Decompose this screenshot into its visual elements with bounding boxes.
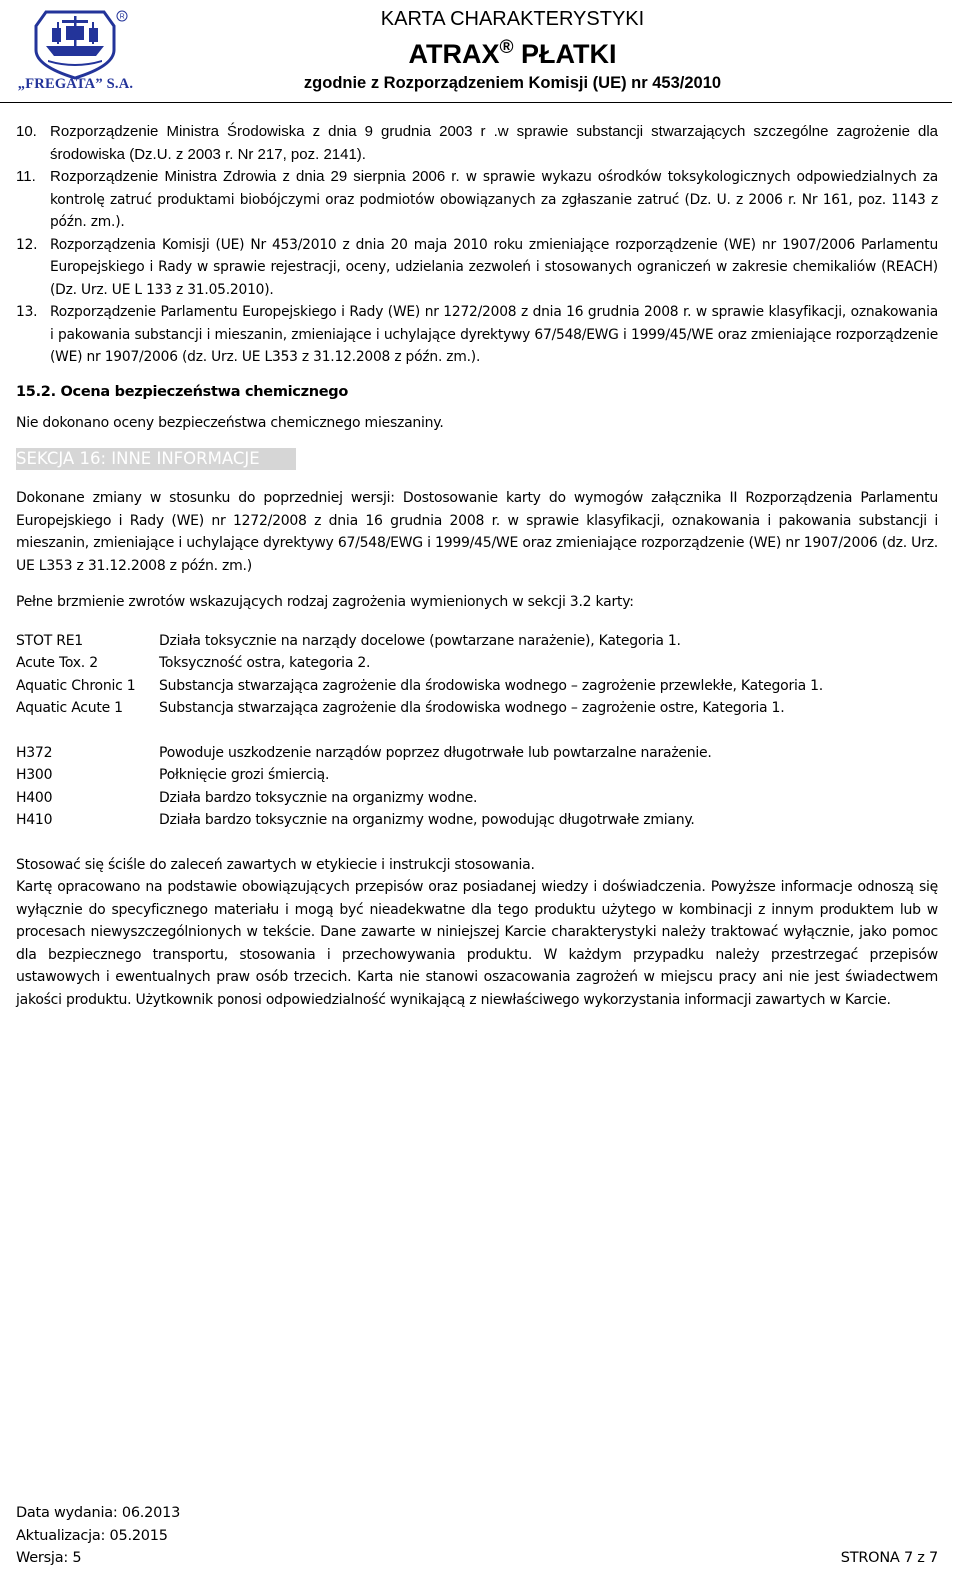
regulation-item: 11. Rozporządzenie Ministra Zdrowia z dnia 29 sierpnia 2006 r. w sprawie wykazu ośrodków toksykologicznych odpowiedzialnych za kontrolę zatruć produktami biobójczymi oraz podmiotów obowiązanych za zgłaszanie zatruć (Dz. U. z 2006 r. Nr 161, poz. 1143 z późn. zm.). [16, 168, 939, 230]
subsection-heading: 15.2. Ocena bezpieczeństwa chemicznego [16, 383, 349, 400]
changes-paragraph: Dokonane zmiany w stosunku do poprzedniej wersji: Dostosowanie karty do wymogów załącznika II Rozporządzenia Parlamentu Europejskiego i Rady (WE) nr 1272/2008 z dnia 16 grudnia 2008 r. w sprawie klasyfikacji, oznakowania i pakowania substancji i mieszanin, zmieniające i uchylające dyrektywy 67/548/EWG i 1999/45/WE oraz zmieniające rozporządzenie (WE) nr 1907/2006 (dz. Urz. UE L353 z 31.12.2008 z późn. zm.) [16, 490, 938, 574]
regulation-item: 12. Rozporządzenia Komisji (UE) Nr 453/2010 z dnia 20 maja 2010 roku zmieniające rozporządzenie (WE) nr 1907/2006 Parlamentu Europejskiego i Rady w sprawie rejestracji, oceny, udzielania zezwoleń i stosowanych ograniczeń w zakresie chemikaliów (REACH) (Dz. Urz. UE L 133 z 31.05.2010). [16, 236, 938, 298]
regulation-subtitle: zgodnie z Rozporządzeniem Komisji (UE) nr 453/2010 [303, 74, 722, 92]
h-statements-table [16, 742, 712, 832]
update-date: Aktualizacja: 05.2015 [16, 1527, 168, 1544]
page-header [0, 0, 960, 104]
page-content [16, 121, 938, 1011]
disclaimer-paragraph: Kartę opracowano na podstawie obowiązujących przepisów oraz posiadanej wiedzy i doświadczenia. Powyższe informacje odnoszą się wyłącznie do specyficznego materiału i mogą być nieadekwatne dla tego produktu użytego w kombinacji z innym produktem lub w procesach niewyszczególnionych w tekście. Dane zawarte w niniejszej Karcie charakterystyki należy traktować wyłącznie, jako pomoc dla bezpiecznego transportu, stosowania i przechowywania produktu. W każdym przypadku należy przestrzegać przepisów ustawowych i ewentualnych praw osób trzecich. Karta nie stanowi oszacowania zagrożeń w miejscu pracy ani nie jest świadectwem jakości produktu. Użytkownik ponosi odpowiedzialność wynikającą z niewłaściwego wykorzystania informacji zawartych w Karcie. [16, 879, 938, 1008]
table-row: Acute Tox. 2 Toksyczność ostra, kategoria 2. [16, 655, 371, 671]
version-label: Wersja: 5 [16, 1550, 82, 1566]
regulation-item: 13. Rozporządzenie Parlamentu Europejskiego i Rady (WE) nr 1272/2008 z dnia 16 grudnia 2008 r. w sprawie klasyfikacji, oznakowania i pakowania substancji i mieszanin, zmieniające i uchylające dyrektywy 67/548/EWG i 1999/45/WE oraz zmieniające rozporządzenie (WE) nr 1907/2006 (dz. Urz. UE L353 z 31.12.2008 z późn. zm.). [16, 304, 938, 365]
document-type: KARTA CHARAKTERYSTYKI [380, 8, 645, 30]
table-row: H372 Powoduje uszkodzenie narządów poprzez długotrwałe lub powtarzalne narażenie. [16, 744, 712, 761]
company-name: „FREGATA” S.A. [17, 76, 134, 92]
header-divider [0, 102, 952, 103]
registered-mark: ® [499, 37, 514, 58]
section-title-bar: SEKCJA 16: INNE INFORMACJE [16, 448, 296, 470]
regulation-text: Rozporządzenie Ministra Środowiska z dnia 9 grudnia 2003 r .w sprawie substancji stwarzających szczególne zagrożenie dla środowiska (Dz.U. z 2003 r. Nr 217, poz. 2141). [50, 123, 938, 163]
regulation-text-continued: w sprawie wykazu ośrodków toksykologicznych odpowiedzialnych za kontrolę zatruć produktami biobójczymi oraz podmiotów obowiązanych za zgłaszanie zatruć (Dz. U. z 2006 r. Nr 161, poz. 1143 z późn. zm.). [50, 169, 939, 230]
table-row: Aquatic Acute 1 Substancja stwarzająca zagrożenie dla środowiska wodnego – zagrożenie ostre, Kategoria 1. [16, 700, 785, 716]
hazard-intro: Pełne brzmienie zwrotów wskazujących rodzaj zagrożenia wymienionych w sekcji 3.2 karty: [16, 594, 634, 610]
regulation-item: 10. Rozporządzenie Ministra Środowiska z dnia 9 grudnia 2003 r .w sprawie substancji stwarzających szczególne zagrożenie dla środowiska (Dz.U. z 2003 r. Nr 217, poz. 2141). [16, 123, 938, 163]
issue-date: Data wydania: 06.2013 [16, 1505, 181, 1521]
product-name: ATRAX® PŁATKI [408, 37, 617, 69]
page-footer [16, 1502, 938, 1570]
regulation-text: Rozporządzenie Parlamentu Europejskiego i Rady (WE) nr 1272/2008 z dnia 16 grudnia 2008 r. w sprawie klasyfikacji, oznakowania i pakowania substancji i mieszanin, zmieniające i uchylające dyrektywy 67/548/EWG i 1999/45/WE oraz zmieniające rozporządzenie (WE) nr 1907/2006 (dz. Urz. UE L353 z 31.12.2008 z późn. zm.). [50, 304, 938, 365]
instruction-text: Stosować się ściśle do zaleceń zawartych w etykiecie i instrukcji stosowania. [16, 856, 535, 873]
regulation-text: Rozporządzenie Ministra Zdrowia z dnia 29 sierpnia 2006 r. [50, 168, 460, 185]
table-row: Aquatic Chronic 1 Substancja stwarzająca zagrożenie dla środowiska wodnego – zagrożenie przewlekłe, Kategoria 1. [16, 677, 824, 694]
regulation-text: Rozporządzenia Komisji (UE) Nr 453/2010 z dnia 20 maja 2010 roku zmieniające rozporządzenie (WE) nr 1907/2006 Parlamentu Europejskiego i Rady w sprawie rejestracji, oceny, udzielania zezwoleń i stosowanych ograniczeń w zakresie chemikaliów (REACH) (Dz. Urz. UE L 133 z 31.05.2010). [50, 236, 938, 298]
table-row: STOT RE1 Działa toksycznie na narządy docelowe (powtarzane narażenie), Kategoria 1. [16, 632, 681, 649]
svg-text:R: R [119, 13, 125, 21]
table-row: H300 Połknięcie grozi śmiercią. [16, 767, 330, 783]
page-number: STRONA 7 z 7 [840, 1550, 938, 1566]
safety-assessment-text: Nie dokonano oceny bezpieczeństwa chemicznego mieszaniny. [16, 414, 444, 431]
table-row: H410 Działa bardzo toksycznie na organizmy wodne, powodując długotrwałe zmiany. [16, 812, 695, 828]
document-title-block [250, 6, 775, 94]
hazard-classes-table [16, 630, 823, 720]
table-row: H400 Działa bardzo toksycznie na organizmy wodne. [16, 789, 478, 806]
